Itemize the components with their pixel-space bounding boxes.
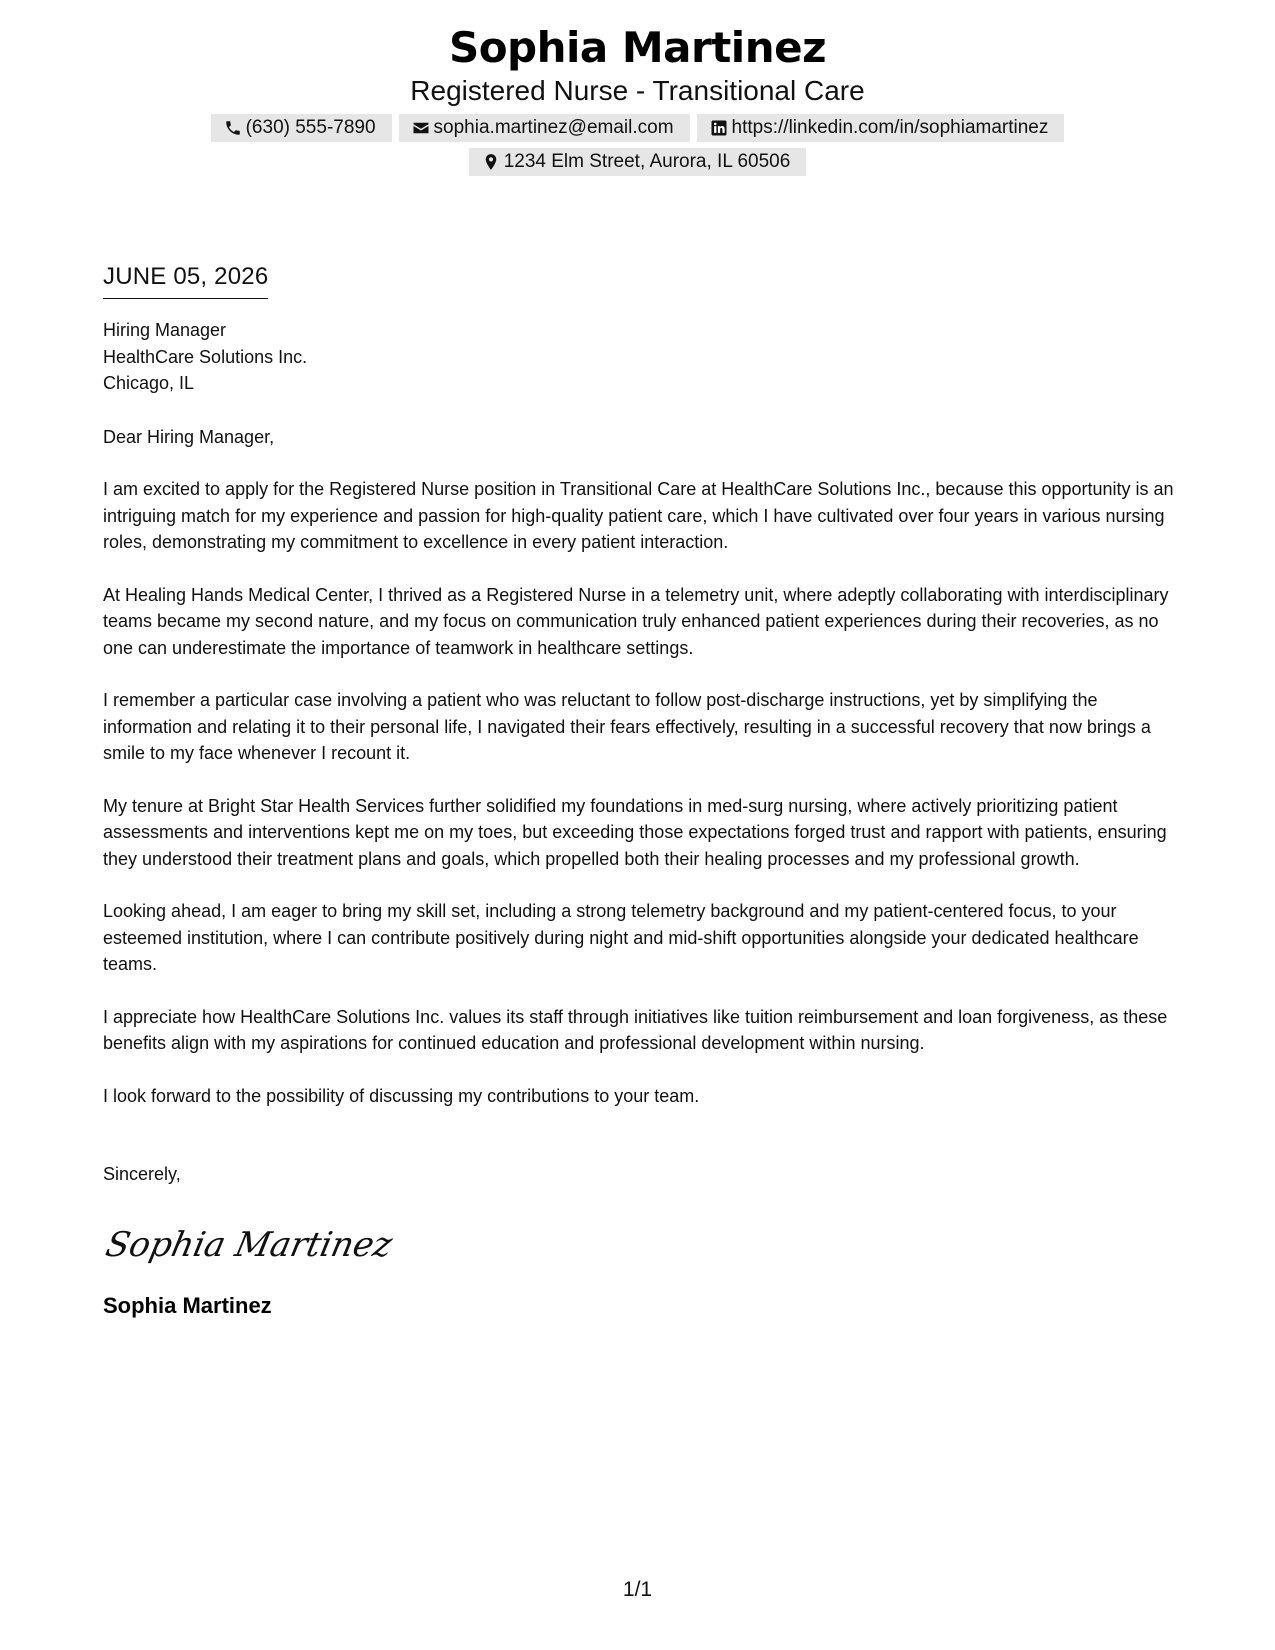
map-pin-icon	[481, 152, 501, 172]
contact-address	[469, 148, 807, 176]
signer-name: Sophia Martinez	[103, 1292, 272, 1318]
recipient-line: Hiring Manager	[103, 320, 227, 340]
contact-address-text: 1234 Elm Street, Aurora, IL 60506	[503, 151, 791, 172]
body-paragraph: At Healing Hands Medical Center, I thrived as a Registered Nurse in a telemetry unit, where adeptly collaborating with interdisciplinary teams became my second nature, and my focus on communication truly enhanced patient experiences during their recoveries, as no one can underestimate the importance of teamwork in healthcare settings.	[103, 584, 1169, 658]
body-paragraph: I remember a particular case involving a patient who was reluctant to follow post-discharge instructions, yet by simplifying the information and relating it to their personal life, I navigated their fears effectively, resulting in a successful recovery that now brings a smile to my face whenever I recount it.	[103, 690, 1151, 763]
closing: Sincerely,	[103, 1164, 181, 1184]
body-paragraph: I am excited to apply for the Registered Nurse position in Transitional Care at HealthCare Solutions Inc., because this opportunity is an intriguing match for my experience and passion for high-quality patient care, which I have cultivated over four years in various nursing roles, demonstrating my commitment to excellence in every patient interaction.	[103, 479, 1174, 552]
envelope-icon	[411, 118, 431, 138]
contact-row-1	[0, 114, 1275, 142]
body-paragraph: I appreciate how HealthCare Solutions Inc. values its staff through initiatives like tuition reimbursement and loan forgiveness, as these benefits align with my aspirations for continued education and professional development within nursing.	[103, 1006, 1168, 1053]
salutation: Dear Hiring Manager,	[103, 426, 275, 447]
recipient-line: Chicago, IL	[103, 373, 195, 393]
body-paragraph: Looking ahead, I am eager to bring my skill set, including a strong telemetry background and my patient-centered focus, to your esteemed institution, where I can contribute positively during night and mid-shift opportunities alongside your dedicated healthcare teams.	[103, 901, 1139, 974]
contact-phone-text: (630) 555-7890	[245, 117, 376, 138]
signature-script: Sophia Martinez	[102, 1224, 396, 1265]
contact-linkedin[interactable]	[697, 114, 1065, 142]
recipient-line: HealthCare Solutions Inc.	[103, 346, 308, 367]
letter-body	[103, 262, 1178, 1320]
letter-header	[0, 22, 1275, 176]
recipient-block	[103, 317, 1178, 397]
applicant-title: Registered Nurse - Transitional Care	[410, 75, 865, 106]
contact-row-2	[0, 148, 1275, 176]
page-number: 1/1	[622, 1578, 653, 1601]
handwritten-signature	[103, 1214, 1178, 1274]
contact-email-text[interactable]: sophia.martinez@email.com	[433, 117, 674, 138]
linkedin-icon	[709, 118, 729, 138]
letter-date: JUNE 05, 2026	[103, 262, 268, 299]
body-paragraph: I look forward to the possibility of discussing my contributions to your team.	[103, 1085, 700, 1106]
applicant-name: Sophia Martinez	[448, 23, 827, 72]
contact-linkedin-text[interactable]: https://linkedin.com/in/sophiamartinez	[731, 117, 1049, 138]
body-paragraph: My tenure at Bright Star Health Services further solidified my foundations in med-surg nursing, where actively prioritizing patient assessments and interventions kept me on my toes, but exceeding those expectations forged trust and rapport with patients, ensuring they understood their treatment plans and goals, which propelled both their healing processes and my professional growth.	[103, 795, 1167, 869]
contact-email[interactable]	[399, 114, 690, 142]
phone-icon	[223, 118, 243, 138]
contact-phone	[211, 114, 392, 142]
